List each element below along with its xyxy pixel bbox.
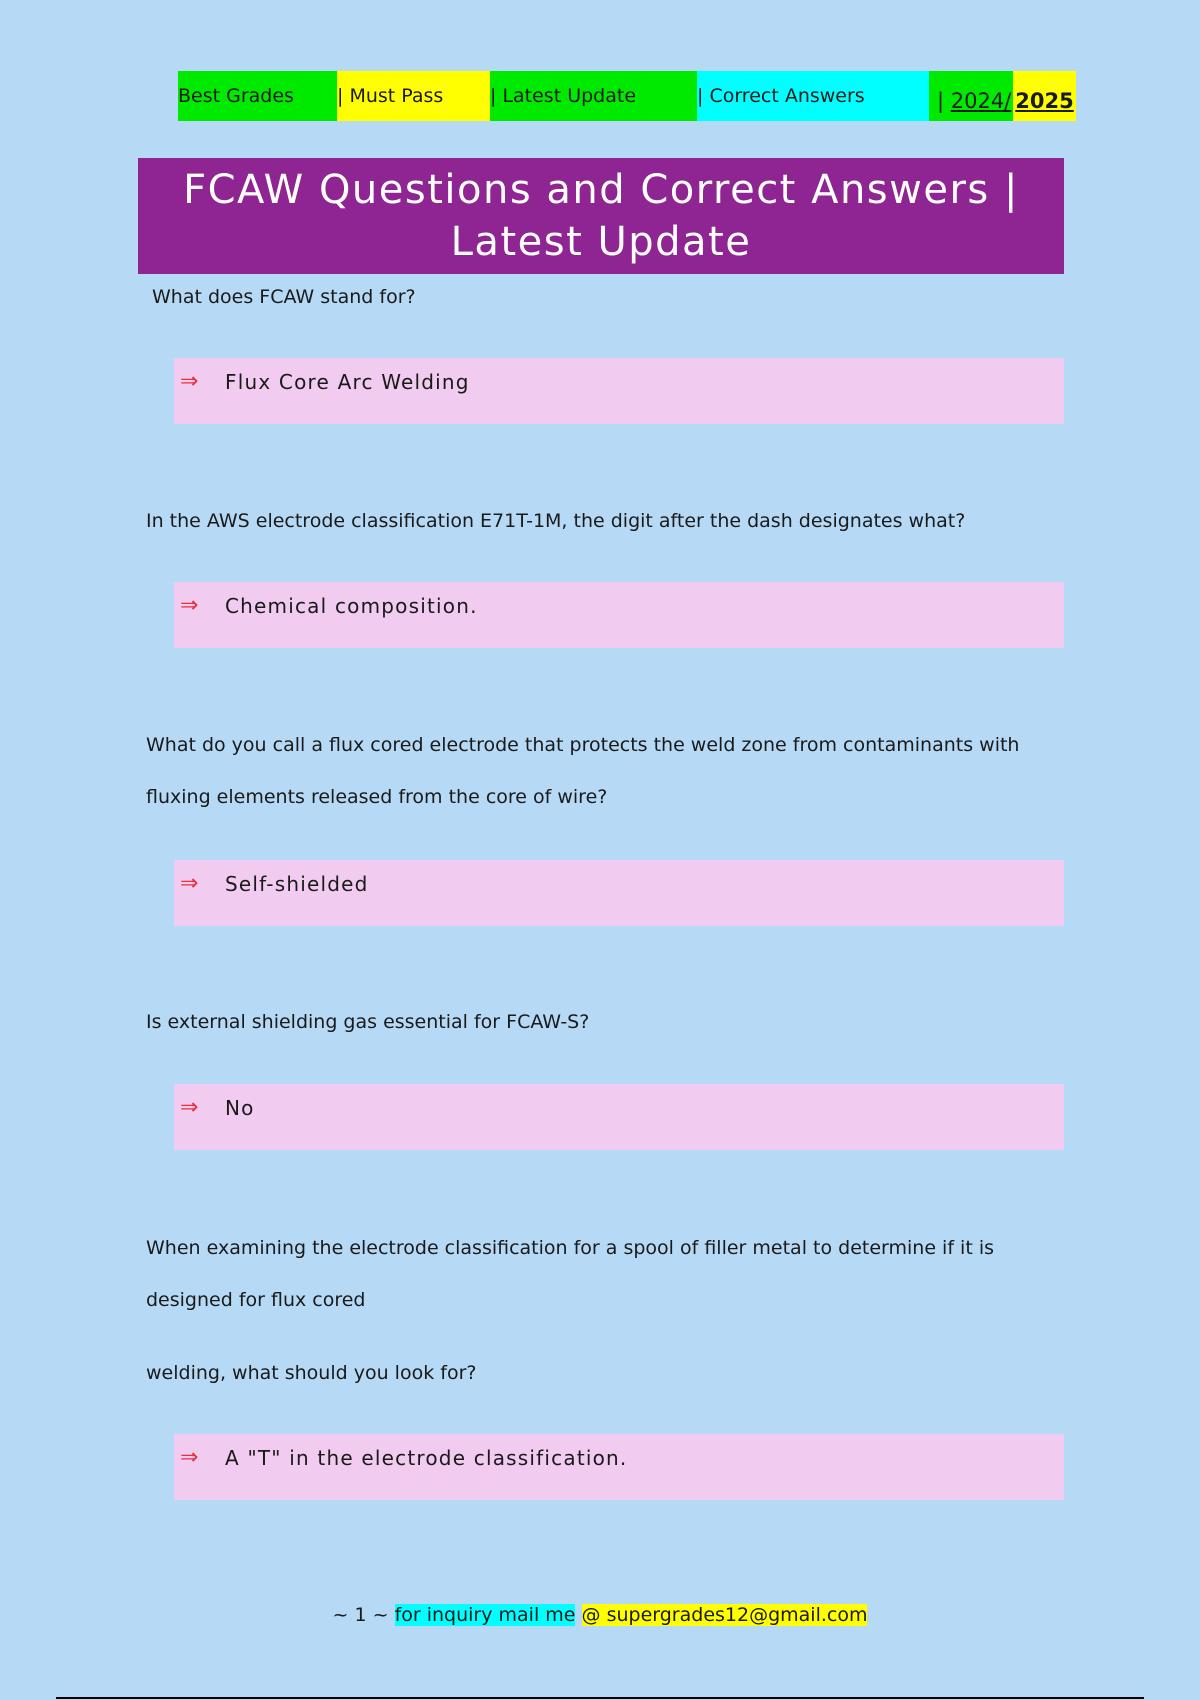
tag-must-pass-label: | Must Pass xyxy=(337,85,444,107)
answer-3-text: Self-shielded xyxy=(225,872,369,896)
header-tag-bar xyxy=(178,71,1076,121)
tag-must-pass xyxy=(337,71,490,121)
footer-rule xyxy=(56,1697,1144,1699)
question-5-line2: designed for flux cored xyxy=(146,1289,366,1311)
contact-email[interactable]: @ supergrades12@gmail.com xyxy=(581,1604,868,1626)
arrow-icon: ⇒ xyxy=(180,593,200,618)
question-3-line2: fluxing elements released from the core of wire? xyxy=(146,786,608,808)
page-title xyxy=(138,158,1064,274)
page-number: ~ 1 ~ xyxy=(332,1604,395,1626)
answer-5 xyxy=(174,1434,1064,1500)
arrow-icon: ⇒ xyxy=(180,871,200,896)
question-5-line3: welding, what should you look for? xyxy=(146,1362,477,1384)
tag-correct-answers xyxy=(697,71,929,121)
page-title-line2: Latest Update xyxy=(450,219,752,265)
answer-2 xyxy=(174,582,1064,648)
answer-3 xyxy=(174,860,1064,926)
tag-year-pipe: | xyxy=(937,89,951,113)
tag-latest-update-label: | Latest Update xyxy=(490,85,637,107)
answer-1 xyxy=(174,358,1064,424)
arrow-icon: ⇒ xyxy=(180,1445,200,1470)
inquiry-text: for inquiry mail me xyxy=(394,1604,576,1626)
question-5-line1: When examining the electrode classification for a spool of filler metal to determine if it is xyxy=(146,1237,995,1259)
tag-best-grades-label: Best Grades xyxy=(178,85,294,107)
question-2: In the AWS electrode classification E71T-1M, the digit after the dash designates what? xyxy=(146,510,966,532)
answer-5-text: A "T" in the electrode classification. xyxy=(225,1446,628,1470)
answer-4-text: No xyxy=(225,1096,255,1120)
tag-year xyxy=(929,71,1076,121)
question-3-line1: What do you call a flux cored electrode that protects the weld zone from contaminants with xyxy=(146,734,1020,756)
tag-latest-update xyxy=(490,71,697,121)
tag-correct-answers-label: | Correct Answers xyxy=(697,85,865,107)
question-1: What does FCAW stand for? xyxy=(152,286,416,308)
page-footer xyxy=(0,1601,1200,1629)
year-2025-text: 2025 xyxy=(1015,89,1074,113)
tag-year-2024 xyxy=(929,71,1013,121)
year-2024-text: 2024/ xyxy=(950,89,1012,113)
question-4: Is external shielding gas essential for FCAW-S? xyxy=(146,1011,590,1033)
tag-year-2025 xyxy=(1013,71,1075,121)
arrow-icon: ⇒ xyxy=(180,369,200,394)
answer-2-text: Chemical composition. xyxy=(225,594,478,618)
answer-4 xyxy=(174,1084,1064,1150)
tag-best-grades xyxy=(178,71,337,121)
answer-1-text: Flux Core Arc Welding xyxy=(225,370,470,394)
arrow-icon: ⇒ xyxy=(180,1095,200,1120)
page-title-line1: FCAW Questions and Correct Answers | xyxy=(183,167,1019,213)
